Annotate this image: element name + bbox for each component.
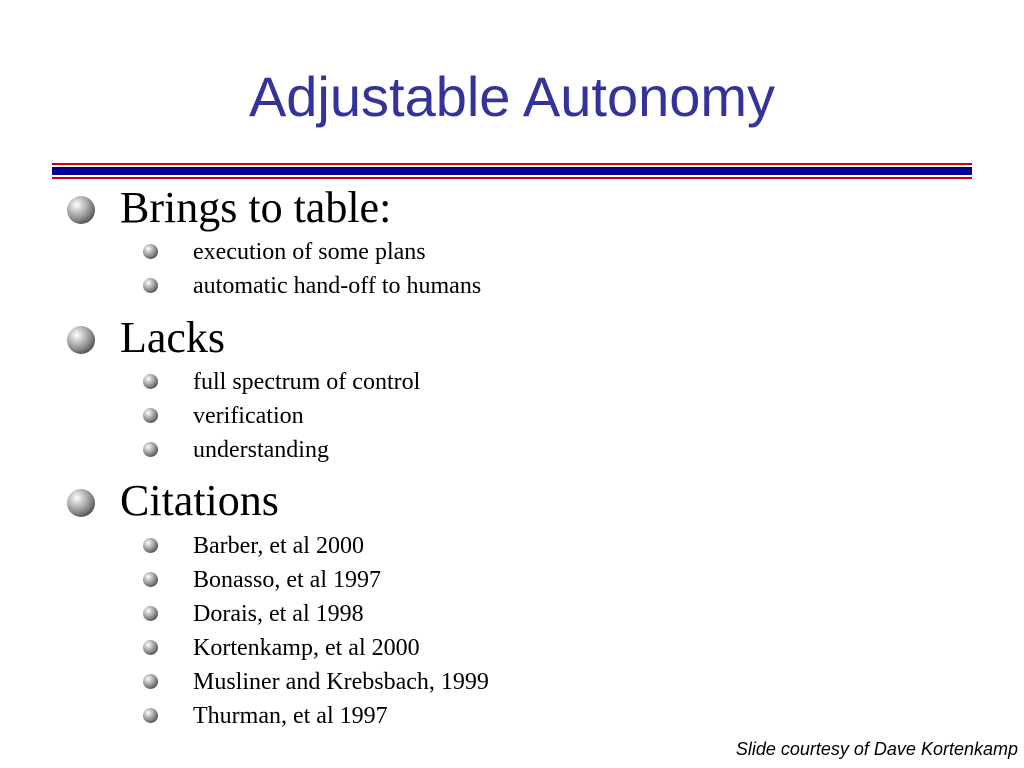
list-item: Musliner and Krebsbach, 1999	[193, 669, 489, 695]
sub-bullet-sphere-icon	[143, 442, 158, 457]
bullet-sphere-icon	[67, 196, 95, 224]
list-item: Barber, et al 2000	[193, 533, 364, 559]
slide-title: Adjustable Autonomy	[248, 65, 776, 128]
sub-bullet-sphere-icon	[143, 572, 158, 587]
sub-bullet-sphere-icon	[143, 674, 158, 689]
sub-bullet-sphere-icon	[143, 708, 158, 723]
list-item: full spectrum of control	[193, 369, 421, 395]
list-item: verification	[193, 403, 304, 429]
section-heading: Citations	[120, 476, 279, 525]
bullet-sphere-icon	[67, 326, 95, 354]
list-item: Thurman, et al 1997	[193, 703, 388, 729]
sub-bullet-sphere-icon	[143, 408, 158, 423]
section-heading: Lacks	[120, 313, 226, 362]
sub-bullet-sphere-icon	[143, 606, 158, 621]
list-item: execution of some plans	[193, 239, 426, 265]
list-item: Dorais, et al 1998	[193, 601, 364, 627]
sub-bullet-sphere-icon	[143, 538, 158, 553]
slide-credit: Slide courtesy of Dave Kortenkamp	[735, 739, 1018, 759]
list-item: automatic hand-off to humans	[193, 273, 482, 299]
sub-bullet-sphere-icon	[143, 278, 158, 293]
bullet-sphere-icon	[67, 489, 95, 517]
list-item: understanding	[193, 437, 329, 463]
sub-bullet-sphere-icon	[143, 374, 158, 389]
list-item: Kortenkamp, et al 2000	[193, 635, 420, 661]
sub-bullet-sphere-icon	[143, 640, 158, 655]
sub-bullet-sphere-icon	[143, 244, 158, 259]
list-item: Bonasso, et al 1997	[193, 567, 381, 593]
section-heading: Brings to table:	[120, 183, 392, 232]
